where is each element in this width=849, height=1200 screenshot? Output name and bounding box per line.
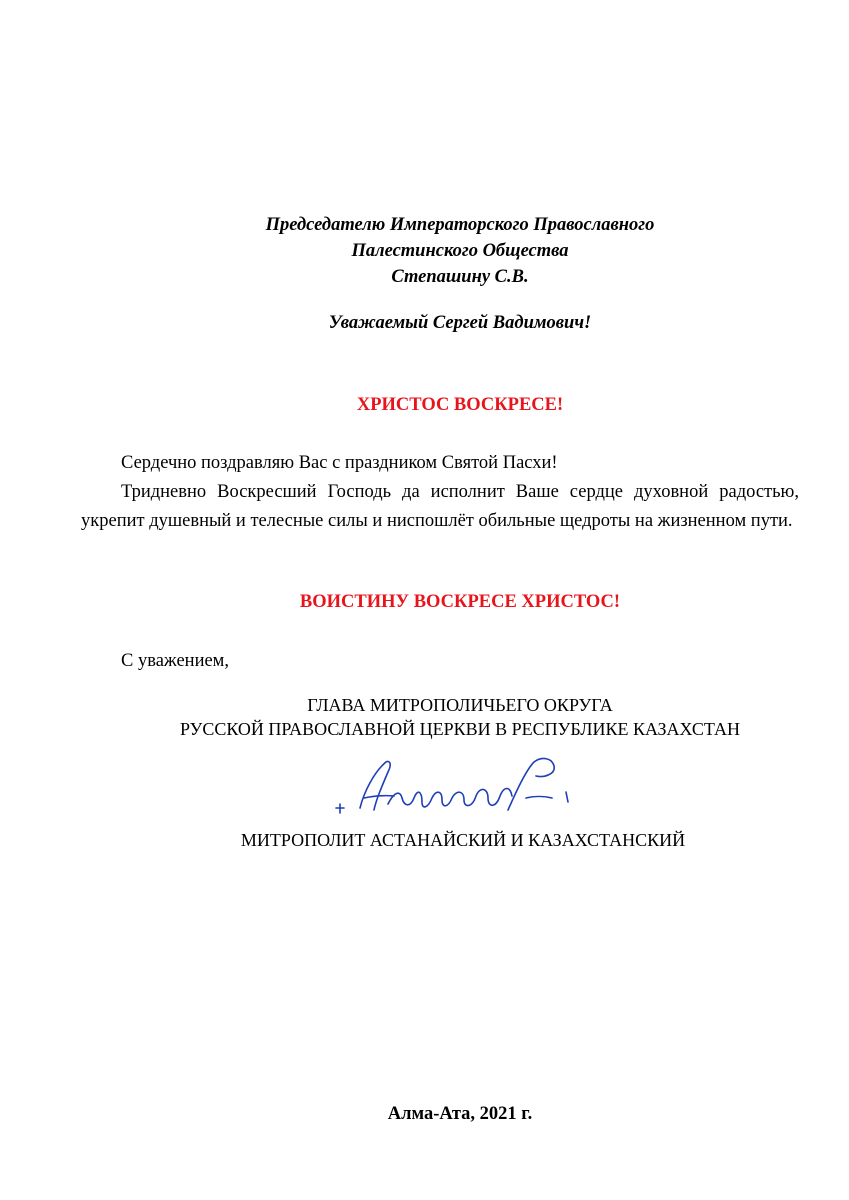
greeting-heading: ХРИСТОС ВОСКРЕСЕ! — [356, 395, 564, 415]
body-paragraph-2: Тридневно Воскресший Господь да исполнит Ваше сердце духовной радостью, укрепит душевный и телесные силы и ниспошлёт обильные щедроты на жизненном пути. — [81, 482, 799, 531]
salutation: Уважаемый Сергей Вадимович! — [328, 313, 592, 333]
handwritten-signature — [330, 752, 600, 824]
addressee-line-2: Палестинского Общества — [351, 241, 569, 261]
closing-phrase: С уважением, — [121, 651, 230, 671]
addressee-block — [0, 212, 849, 290]
place-and-date: Алма-Ата, 2021 г. — [387, 1104, 533, 1124]
signatory-title-line-2: РУССКОЙ ПРАВОСЛАВНОЙ ЦЕРКВИ В РЕСПУБЛИКЕ КАЗАХСТАН — [180, 719, 740, 739]
addressee-line-1: Председателю Императорского Православного — [265, 215, 655, 235]
body-paragraph-1: Сердечно поздравляю Вас с праздником Святой Пасхи! — [121, 453, 558, 473]
signatory-position: МИТРОПОЛИТ АСТАНАЙСКИЙ И КАЗАХСТАНСКИЙ — [240, 830, 686, 850]
signatory-title-line-1: ГЛАВА МИТРОПОЛИЧЬЕГО ОКРУГА — [307, 695, 613, 715]
addressee-line-3: Степашину С.В. — [391, 267, 529, 287]
response-heading: ВОИСТИНУ ВОСКРЕСЕ ХРИСТОС! — [299, 592, 621, 612]
letter-body — [81, 449, 799, 536]
signatory-title — [0, 693, 849, 741]
